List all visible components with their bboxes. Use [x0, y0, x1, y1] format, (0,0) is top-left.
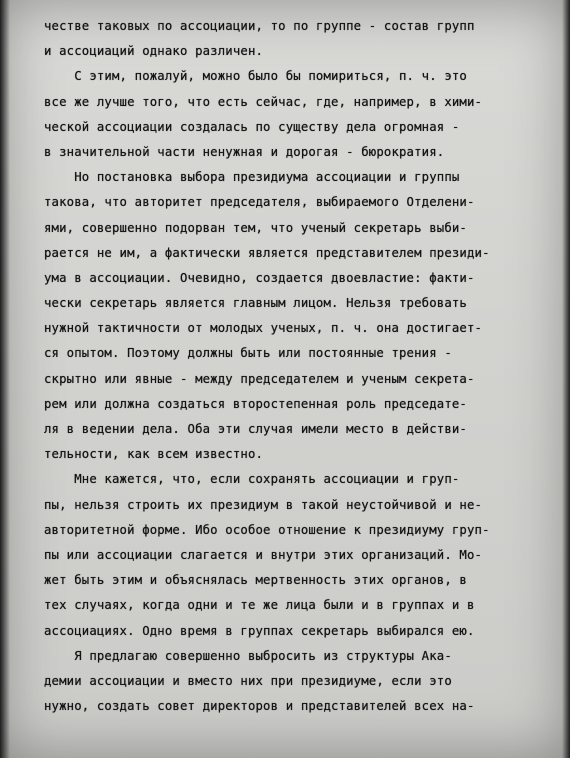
text-line: нужной тактичности от молодых ученых, п. ч. она достигает- [44, 321, 483, 336]
text-line: демии ассоциации и вместо них при президиуме, если это [44, 673, 452, 688]
text-line: Но постановка выбора президиума ассоциации и группы [44, 170, 460, 185]
text-line: рем или должна создаться второстепенная роль председате- [44, 396, 467, 411]
text-line: жет быть этим и объяснялась мертвенность этих органов, в [44, 573, 467, 588]
text-line: скрытно или явные - между председателем и ученым секрета- [44, 371, 475, 386]
text-line: Я предлагаю совершенно выбросить из структуры Ака- [44, 648, 452, 663]
text-line: ями, совершенно подорван тем, что ученый секретарь выби- [44, 220, 467, 235]
text-line: С этим, пожалуй, можно было бы помириться, п. ч. это [44, 69, 467, 84]
text-line: такова, что авторитет председателя, выбираемого Отделени- [44, 195, 475, 210]
text-line: Мне кажется, что, если сохранять ассоциации и груп- [44, 472, 460, 487]
text-line: и ассоциаций однако различен. [44, 44, 264, 59]
text-line: ля в ведении дела. Оба эти случая имели место в действи- [44, 422, 467, 436]
text-line: ся опытом. Поэтому должны быть или постоянные трения - [44, 346, 452, 361]
text-line: честве таковых по ассоциации, то по группе - состав групп [44, 19, 475, 33]
page-edge-shadow-left [0, 0, 10, 758]
text-line: ческой ассоциации создалась по существу дела огромная - [44, 119, 460, 134]
text-line: нужно, создать совет директоров и представителей всех на- [44, 699, 475, 714]
text-line: в значительной части ненужная и дорогая - бюрократия. [44, 144, 445, 159]
text-line: ума в ассоциации. Очевидно, создается двоевластие: факти- [44, 270, 475, 285]
text-line: все же лучше того, что есть сейчас, где, например, в хими- [44, 94, 483, 109]
text-line: пы или ассоциации слагается и внутри этих организаций. Мо- [44, 547, 483, 562]
typewritten-text-body [44, 14, 534, 719]
text-line: ассоциациях. Одно время в группах секретарь выбирался ею. [44, 623, 475, 638]
text-line: тех случаях, когда одни и те же лица были и в группах и в [44, 598, 475, 613]
text-line: чески секретарь является главным лицом. Нельзя требовать [44, 296, 467, 311]
text-line: тельности, как всем известно. [44, 447, 264, 462]
text-line: авторитетной форме. Ибо особое отношение к президиуму груп- [44, 522, 490, 537]
text-line: рается не им, а фактически является представителем президи- [44, 245, 490, 260]
text-line: пы, нельзя строить их президиум в такой неустойчивой и не- [44, 497, 483, 512]
page-edge-shadow-right [562, 0, 570, 758]
